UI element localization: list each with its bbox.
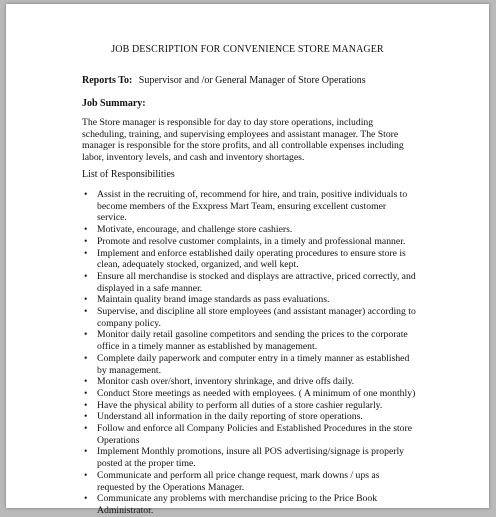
- responsibility-item: • Have the physical ability to perform all duties of a store cashier regularly.: [82, 400, 417, 412]
- responsibility-item: • Monitor daily retail gasoline competitors and sending the prices to the corporate office in a timely manner as established by management.: [82, 329, 417, 352]
- responsibility-item: • Supervise, and discipline all store employees (and assistant manager) according to company policy.: [82, 306, 417, 329]
- responsibility-item: • Promote and resolve customer complaints, in a timely and professional manner.: [82, 236, 417, 248]
- responsibility-item: • Implement and enforce established daily operating procedures to ensure store is clean, adequately stocked, organized, and well kept.: [82, 248, 417, 271]
- responsibilities-heading: List of Responsibilities: [82, 169, 175, 180]
- reports-to-value: Supervisor and /or General Manager of Store Operations: [138, 75, 366, 86]
- responsibility-item: • Communicate and perform all price change request, mark downs / ups as requested by the Operations Manager.: [82, 470, 417, 493]
- responsibility-item: • Assist in the recruiting of, recommend for hire, and train, positive individuals to become members of the Exxpress Mart Team, ensuring excellent customer service.: [82, 189, 417, 224]
- document-title: JOB DESCRIPTION FOR CONVENIENCE STORE MANAGER: [111, 44, 384, 55]
- responsibility-item: • Maintain quality brand image standards as pass evaluations.: [82, 294, 417, 306]
- responsibility-item: • Motivate, encourage, and challenge store cashiers.: [82, 224, 417, 236]
- document-page: [6, 4, 489, 516]
- reports-to-line: [82, 75, 366, 86]
- responsibility-item: • Complete daily paperwork and computer entry in a timely manner as established by management.: [82, 353, 417, 376]
- responsibility-item: • Understand all information in the daily reporting of store operations.: [82, 411, 417, 423]
- job-summary-heading: Job Summary:: [82, 98, 146, 109]
- responsibility-item: • Communicate any problems with merchandise pricing to the Price Book Administrator.: [82, 493, 417, 516]
- reports-to-label: Reports To:: [82, 75, 133, 86]
- job-summary-text: The Store manager is responsible for day to day store operations, including scheduling, training, and supervising employees and assistant manager. The Store manager is responsible for the store profits, and all controllable expenses including labor, inventory levels, and cash and inventory shortages.: [82, 117, 404, 163]
- responsibility-item: • Ensure all merchandise is stocked and displays are attractive, priced correctly, and displayed in a safe manner.: [82, 271, 417, 294]
- responsibility-item: • Follow and enforce all Company Policies and Established Procedures in the store Operations: [82, 423, 417, 446]
- responsibility-item: • Conduct Store meetings as needed with employees. ( A minimum of one monthly): [82, 388, 417, 400]
- responsibility-item: • Implement Monthly promotions, insure all POS advertising/signage is properly posted at the proper time.: [82, 446, 417, 469]
- responsibilities-list: [82, 189, 417, 517]
- responsibility-item: • Monitor cash over/short, inventory shrinkage, and drive offs daily.: [82, 376, 417, 388]
